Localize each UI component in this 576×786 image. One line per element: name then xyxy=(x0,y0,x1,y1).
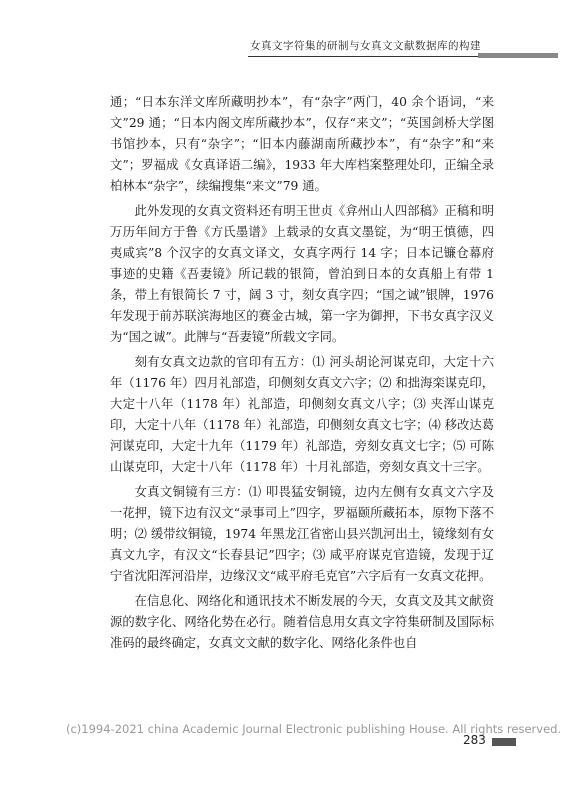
page-number-bar xyxy=(492,738,516,746)
header-bar xyxy=(478,53,558,58)
body-text xyxy=(110,92,494,658)
paragraph-2: 此外发现的女真文资料还有明王世贞《弇州山人四部稿》正稿和明万历年间方于鲁《方氏墨谱》上载录的女真文墨锭，为“明王慎德，四夷咸宾”8 个汉字的女真文译文，女真字两行 14 字；日本记镰仓幕府事迹的史籍《吾妻镜》所记载的银简，曾泊到日本的女真船上有带 1 条，带上有银简长 7 寸，阔 3 寸，刻女真字四；“国之诚”银牌，1976 年发现于前苏联滨海地区的赛金古城，第一字为御押，下书女真字汉义为“国之诚”。此牌与“吾妻镜”所载文字同。 xyxy=(110,204,494,344)
paragraph-4: 女真文铜镜有三方：⑴ 叩畏猛安铜镜，边内左侧有女真文六字及一花押，镜下边有汉文“录事司上”四字，罗福颐所藏拓本，原物下落不明；⑵ 缓带纹铜镜，1974 年黑龙江省密山县兴凯河出土，镜缘刻有女真文九字，有汉文“长春县记”四字；⑶ 咸平府谋克官造镜，发现于辽宁省沈阳浑河沿岸，边缘汉文“咸平府毛克官”六字后有一女真文花押。 xyxy=(110,485,494,583)
page-number: 283 xyxy=(463,733,486,747)
paragraph-3: 刻有女真文边款的官印有五方：⑴ 河头胡论河谋克印，大定十六年（1176 年）四月礼部造，印侧刻女真文六字；⑵ 和拙海栾谋克印，大定十八年（1178 年）礼部造，印侧刻女真文八字；⑶ 夹浑山谋克印，大定十八年（1178 年）礼部造，印侧刻女真文七字；⑷ 移改达葛河谋克印，大定十九年（1179 年）礼部造，旁刻女真文七字；⑸ 可陈山谋克印，大定十八年（1178 年）十月礼部造，旁刻女真文十三字。 xyxy=(110,355,494,474)
paragraph-1: 通；“日本东洋文库所藏明抄本”，有“杂字”两门，40 余个语词，“来文”29 通；“日本内阁文库所藏抄本”，仅存“来文”；“英国剑桥大学图书馆抄本，只有“杂字”；“旧本内藤湖南所藏抄本”，有“杂字”和“来文”；罗福成《女真译语二编》，1933 年大库档案整理处印，正编全录柏林本“杂字”，续编搜集“来文”79 通。 xyxy=(110,95,494,193)
copyright-watermark: (c)1994-2021 china Academic Journal Electronic publishing House. All rights reserved. xyxy=(66,722,562,736)
paragraph-5: 在信息化、网络化和通讯技术不断发展的今天，女真文及其文献资源的数字化、网络化势在必行。随着信息用女真文字符集研制及国际标准码的最终确定，女真文文献的数字化、网络化条件也自 xyxy=(110,594,494,650)
header-rule xyxy=(248,56,478,57)
running-header: 女真文字符集的研制与女真文文献数据库的构建 xyxy=(250,40,481,52)
